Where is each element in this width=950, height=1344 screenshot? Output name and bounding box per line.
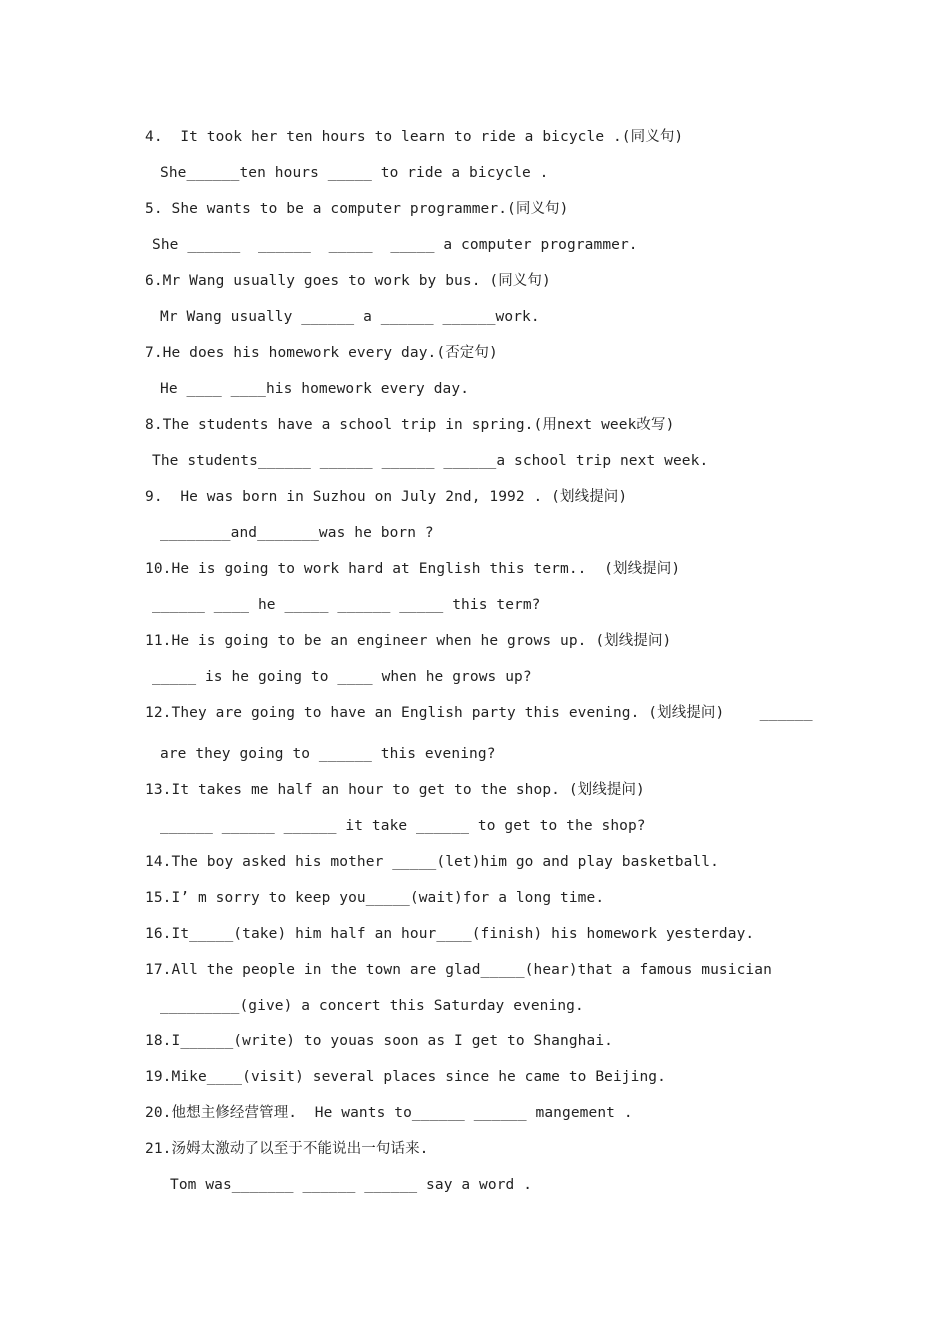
question-17-continued: _________(give) a concert this Saturday evening. — [160, 998, 584, 1014]
answer-line-9: ________and_______was he born ? — [160, 525, 434, 541]
answer-line-21: Tom was_______ ______ ______ say a word . — [170, 1177, 533, 1193]
question-8: 8.The students have a school trip in spring.(用next week改写) — [145, 417, 675, 433]
question-18: 18.I______(write) to youas soon as I get to Shanghai. — [145, 1033, 613, 1049]
question-7: 7.He does his homework every day.(否定句) — [145, 345, 498, 361]
question-10: 10.He is going to work hard at English this term.. (划线提问) — [145, 561, 681, 577]
question-12: 12.They are going to have an English party this evening. (划线提问) ______ — [145, 705, 813, 721]
question-9: 9. He was born in Suzhou on July 2nd, 1992 . (划线提问) — [145, 489, 628, 505]
question-5: 5. She wants to be a computer programmer.(同义句) — [145, 201, 569, 217]
question-17: 17.All the people in the town are glad_____(hear)that a famous musician — [145, 962, 772, 978]
question-11: 11.He is going to be an engineer when he grows up. (划线提问) — [145, 633, 672, 649]
answer-line-13: ______ ______ ______ it take ______ to get to the shop? — [160, 818, 646, 834]
question-21: 21.汤姆太激动了以至于不能说出一句话来. — [145, 1141, 429, 1157]
answer-line-8: The students______ ______ ______ ______a school trip next week. — [152, 453, 709, 469]
answer-line-4: She______ten hours _____ to ride a bicycle . — [160, 165, 549, 181]
answer-line-10: ______ ____ he _____ ______ _____ this term? — [152, 597, 541, 613]
answer-line-6: Mr Wang usually ______ a ______ ______work. — [160, 309, 540, 325]
question-16: 16.It_____(take) him half an hour____(finish) his homework yesterday. — [145, 926, 755, 942]
question-4: 4. It took her ten hours to learn to ride a bicycle .(同义句) — [145, 129, 684, 145]
answer-line-7: He ____ ____his homework every day. — [160, 381, 470, 397]
question-14: 14.The boy asked his mother _____(let)him go and play basketball. — [145, 854, 719, 870]
question-19: 19.Mike____(visit) several places since he came to Beijing. — [145, 1069, 666, 1085]
question-20: 20.他想主修经营管理. He wants to______ ______ mangement . — [145, 1105, 633, 1121]
answer-line-11: _____ is he going to ____ when he grows up? — [152, 669, 532, 685]
answer-line-5: She ______ ______ _____ _____ a computer programmer. — [152, 237, 638, 253]
question-15: 15.I’ m sorry to keep you_____(wait)for a long time. — [145, 890, 605, 906]
question-6: 6.Mr Wang usually goes to work by bus. (同义句) — [145, 273, 551, 289]
question-13: 13.It takes me half an hour to get to the shop. (划线提问) — [145, 782, 645, 798]
answer-line-12: are they going to ______ this evening? — [160, 746, 496, 762]
